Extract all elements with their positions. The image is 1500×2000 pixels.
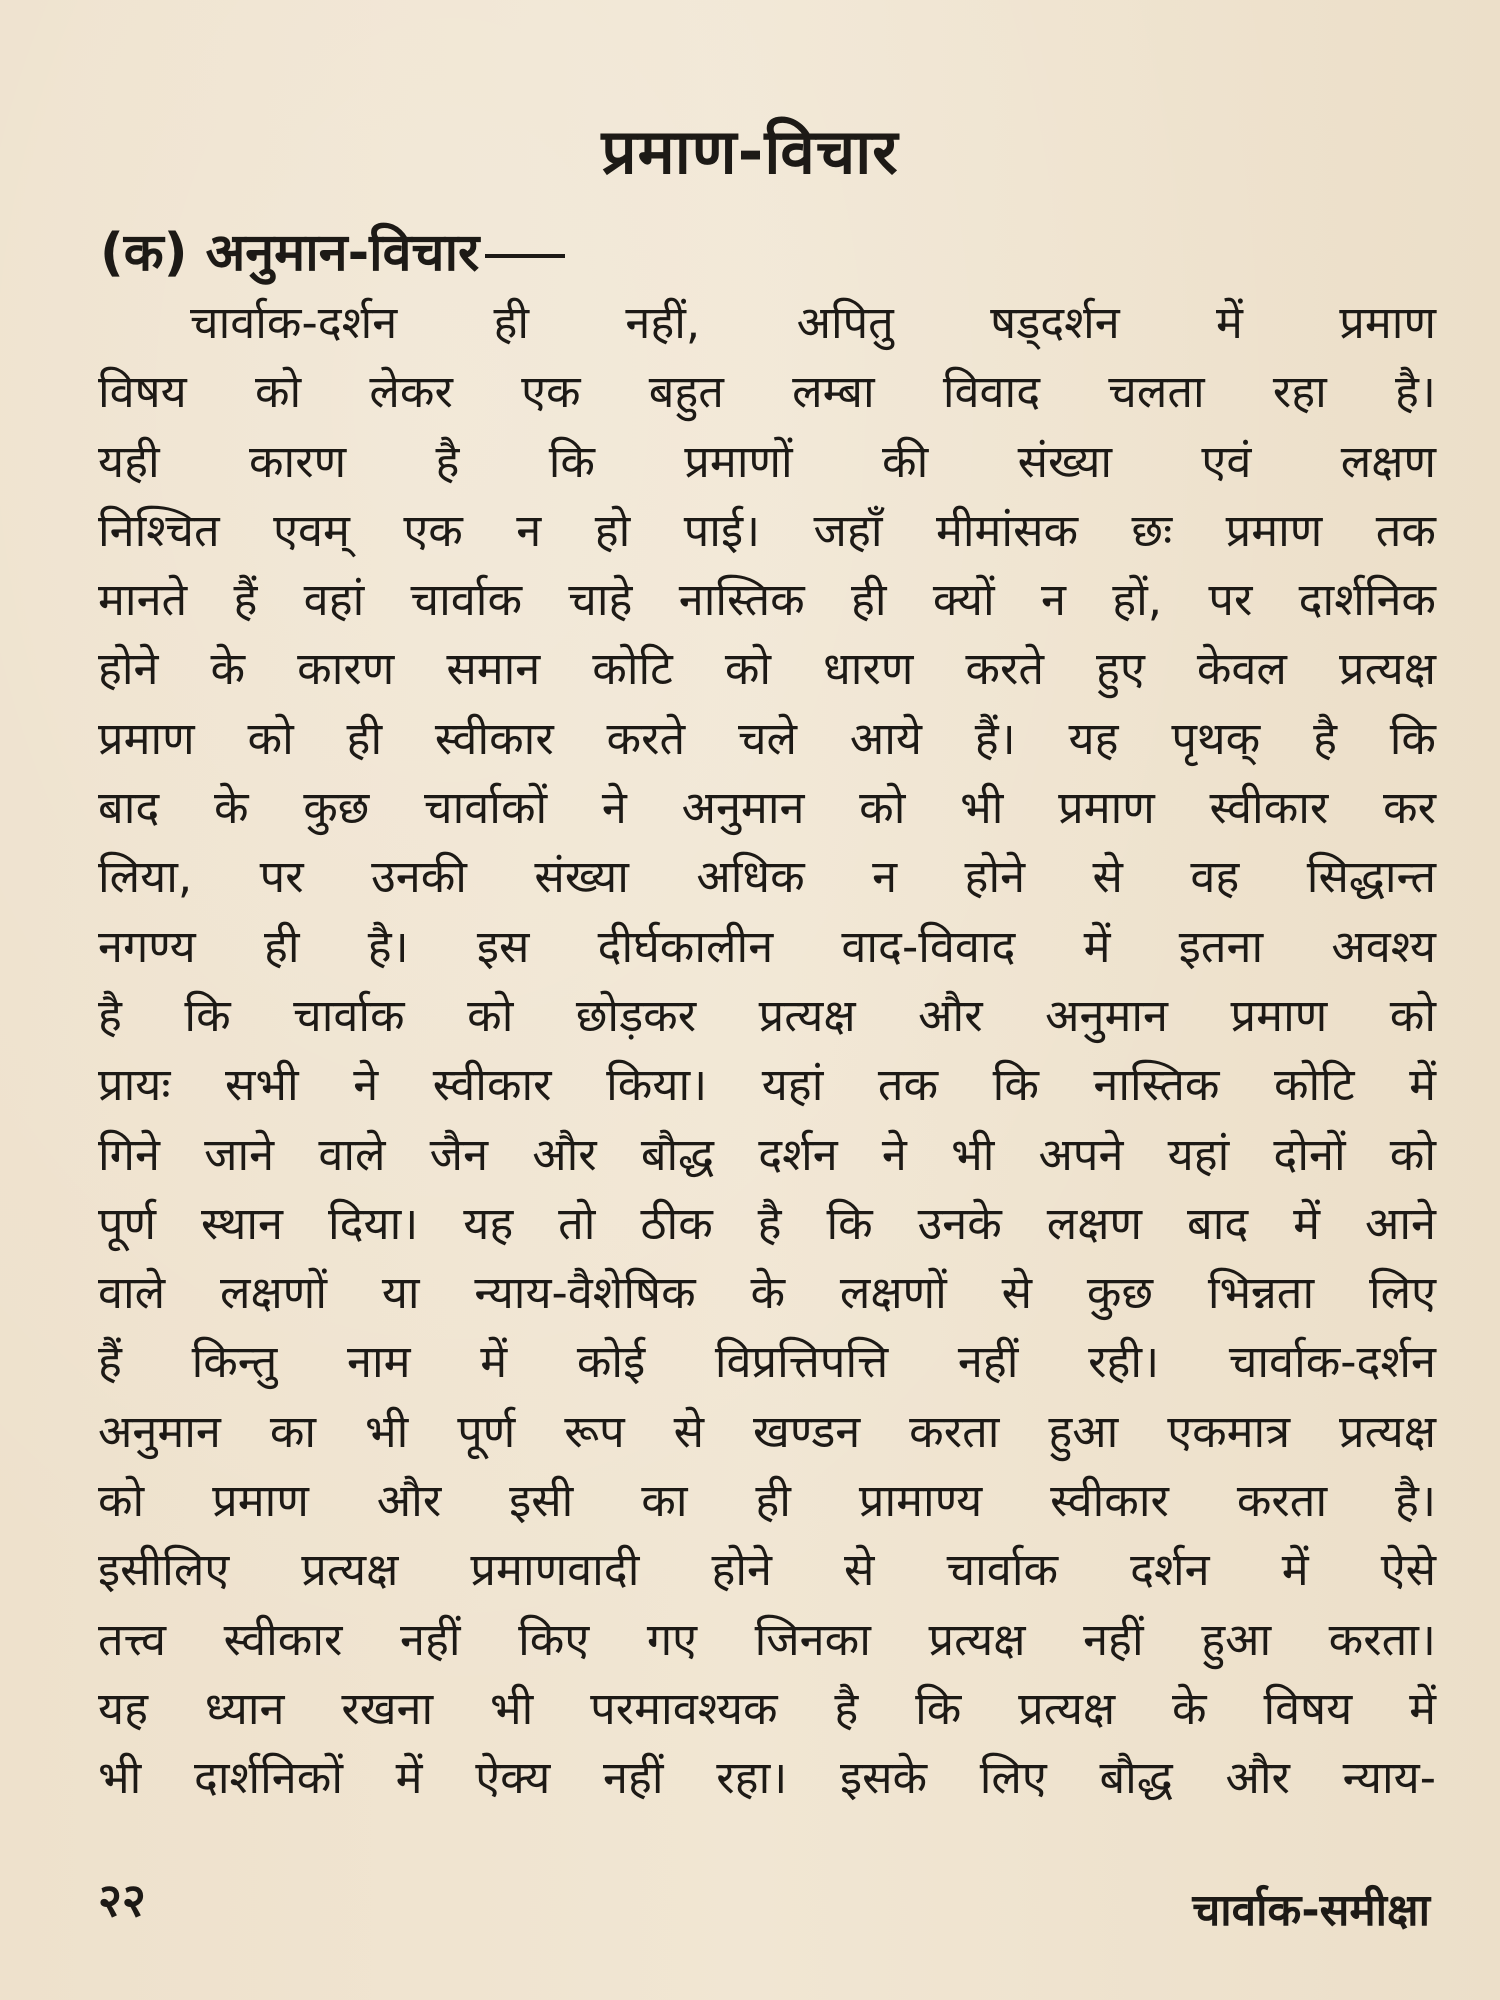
text-line: को प्रमाण और इसी का ही प्रामाण्य स्वीकार करता है। xyxy=(98,1474,1436,1528)
text-line: चार्वाक-दर्शन ही नहीं, अपितु षड्दर्शन में प्रमाण xyxy=(190,296,1436,349)
text-line: मानते हैं वहां चार्वाक चाहे नास्तिक ही क्यों न हों, पर दार्शनिक xyxy=(98,573,1436,627)
text-line: भी दार्शनिकों में ऐक्य नहीं रहा। इसके लिए बौद्ध और न्याय- xyxy=(98,1751,1436,1805)
text-line: पूर्ण स्थान दिया। यह तो ठीक है कि उनके लक्षण बाद में आने xyxy=(98,1196,1436,1250)
text-line: प्रमाण को ही स्वीकार करते चले आये हैं। यह पृथक् है कि xyxy=(98,711,1436,765)
page-number: २२ xyxy=(98,1873,146,1927)
text-line: निश्चित एवम् एक न हो पाई। जहाँ मीमांसक छः प्रमाण तक xyxy=(98,503,1436,557)
heading-dash xyxy=(485,254,565,258)
text-line: तत्त्व स्वीकार नहीं किए गए जिनका प्रत्यक्ष नहीं हुआ करता। xyxy=(98,1612,1436,1666)
text-line: होने के कारण समान कोटि को धारण करते हुए केवल प्रत्यक्ष xyxy=(98,642,1436,696)
text-line: विषय को लेकर एक बहुत लम्बा विवाद चलता रहा है। xyxy=(98,365,1436,419)
text-line: गिने जाने वाले जैन और बौद्ध दर्शन ने भी अपने यहां दोनों को xyxy=(98,1127,1436,1181)
text-line: यही कारण है कि प्रमाणों की संख्या एवं लक्षण xyxy=(98,434,1436,488)
text-line: नगण्य ही है। इस दीर्घकालीन वाद-विवाद में इतना अवश्य xyxy=(98,919,1436,973)
text-line: यह ध्यान रखना भी परमावश्यक है कि प्रत्यक्ष के विषय में xyxy=(98,1681,1436,1735)
text-line: हैं किन्तु नाम में कोई विप्रत्तिपत्ति नहीं रही। चार्वाक-दर्शन xyxy=(98,1335,1436,1389)
section-heading xyxy=(100,215,565,286)
text-line: प्रायः सभी ने स्वीकार किया। यहां तक कि नास्तिक कोटि में xyxy=(98,1058,1436,1112)
section-heading-text: (क) अनुमान-विचार xyxy=(100,223,480,283)
text-line: वाले लक्षणों या न्याय-वैशेषिक के लक्षणों से कुछ भिन्नता लिए xyxy=(98,1266,1436,1320)
text-line: अनुमान का भी पूर्ण रूप से खण्डन करता हुआ एकमात्र प्रत्यक्ष xyxy=(98,1404,1436,1458)
page-title: प्रमाण-विचार xyxy=(601,115,899,188)
text-line: बाद के कुछ चार्वाकों ने अनुमान को भी प्रमाण स्वीकार कर xyxy=(98,781,1436,835)
running-footer: चार्वाक-समीक्षा xyxy=(1192,1885,1430,1936)
body-text xyxy=(98,288,1436,1813)
text-line: इसीलिए प्रत्यक्ष प्रमाणवादी होने से चार्वाक दर्शन में ऐसे xyxy=(98,1543,1436,1597)
text-line: है कि चार्वाक को छोड़कर प्रत्यक्ष और अनुमान प्रमाण को xyxy=(98,988,1436,1042)
text-line: लिया, पर उनकी संख्या अधिक न होने से वह सिद्धान्त xyxy=(98,850,1436,904)
